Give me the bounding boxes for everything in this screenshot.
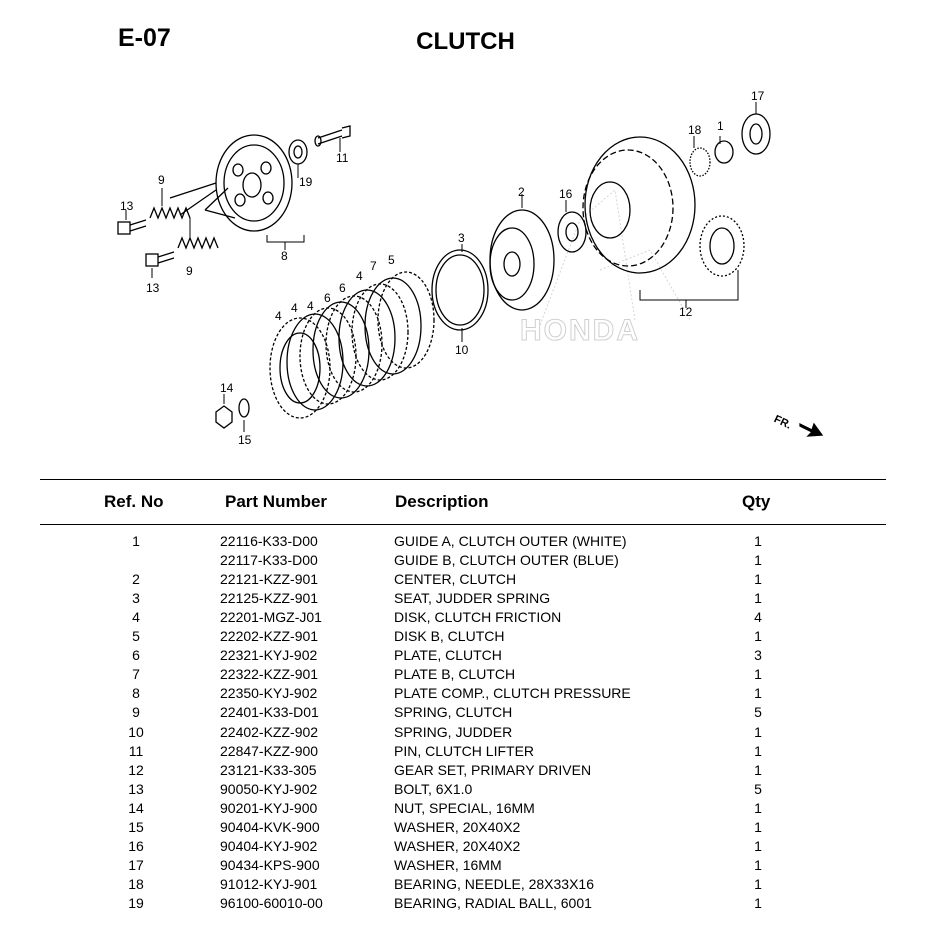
table-row [0,857,931,876]
table-row [0,876,931,895]
needle-bearing [690,148,710,176]
callout: 15 [238,433,252,447]
judder-seat [432,250,488,330]
ref-no-cell: 11 [128,742,144,759]
bolt-13 [118,220,146,234]
part-number-cell: 90434-KPS-900 [220,856,320,873]
judder-spring [436,255,484,325]
description-cell: CENTER, CLUTCH [394,571,517,588]
description-cell: PLATE B, CLUTCH [394,666,516,683]
ref-no-cell: 10 [128,723,144,740]
part-number-cell: 22116-K33-D00 [220,533,318,549]
ref-no-cell: 18 [128,875,144,892]
washer-16 [558,212,586,252]
qty-cell: 1 [754,818,762,835]
page-title [0,28,931,56]
callout: 4 [356,269,363,283]
part-number-cell: 22125-KZZ-901 [220,590,319,607]
ref-no-cell: 16 [128,837,144,854]
table-row [0,819,931,838]
direction-label: FR. [771,413,794,432]
part-number-cell: 22321-KYJ-902 [220,647,318,664]
callout: 19 [299,175,313,189]
callout: 6 [324,291,331,305]
description-cell: PIN, CLUTCH LIFTER [394,742,535,759]
qty-cell: 5 [754,704,762,721]
header-ref-no: Ref. No [104,492,164,511]
table-row [0,685,931,704]
ref-no-cell: 1 [132,533,140,549]
ref-no-cell: 17 [128,856,144,873]
ref-no-cell: 13 [128,780,144,797]
description-cell: DISK B, CLUTCH [394,628,505,645]
callout: 9 [158,173,165,187]
primary-gear [700,216,744,276]
bearing-19 [289,140,307,164]
callout: 18 [688,123,702,137]
qty-cell: 1 [754,571,762,588]
table-row [0,743,931,762]
header-qty: Qty [742,492,771,511]
callout: 5 [388,253,395,267]
part-number-cell: 96100-60010-00 [220,894,323,911]
callout: 16 [559,187,573,201]
table-row [0,704,931,723]
description-cell: SPRING, CLUTCH [394,704,513,721]
table-header-rule [40,524,886,525]
front-direction-arrow [800,424,822,436]
page-code: E-07 [118,24,171,52]
ref-no-cell: 12 [128,761,144,778]
qty-cell: 1 [754,628,762,645]
qty-cell: 1 [754,666,762,683]
table-top-rule [40,479,886,480]
clutch-disk-stack [270,272,434,418]
description-cell: BEARING, NEEDLE, 28X33X16 [394,875,594,892]
description-cell: SEAT, JUDDER SPRING [394,590,551,607]
ref-no-cell: 9 [132,704,140,721]
qty-cell: 1 [754,533,762,549]
description-cell: PLATE, CLUTCH [394,647,502,664]
callout: 13 [146,281,160,295]
part-number-cell: 22201-MGZ-J01 [220,609,322,626]
table-row [0,533,931,552]
callout: 9 [186,264,193,278]
watermark-text: HONDA [520,314,640,347]
clutch-spring [150,208,190,218]
callout: 10 [455,343,469,357]
description-cell: SPRING, JUDDER [394,723,513,740]
qty-cell: 1 [754,875,762,892]
part-number-cell: 90050-KYJ-902 [220,780,318,797]
callout: 14 [220,381,234,395]
part-number-cell: 23121-K33-305 [220,761,317,778]
ref-no-cell: 2 [132,571,140,588]
table-row [0,628,931,647]
guide-1 [715,141,733,163]
qty-cell: 3 [754,647,762,664]
part-number-cell: 22121-KZZ-901 [220,571,319,588]
part-number-cell: 22402-KZZ-902 [220,723,319,740]
description-cell: WASHER, 16MM [394,856,502,873]
qty-cell: 1 [754,552,762,569]
ref-no-cell: 19 [128,894,144,911]
table-row [0,590,931,609]
description-cell: NUT, SPECIAL, 16MM [394,799,535,816]
description-cell: GEAR SET, PRIMARY DRIVEN [394,761,592,778]
description-cell: PLATE COMP., CLUTCH PRESSURE [394,685,631,702]
header-description: Description [395,492,489,511]
part-number-cell: 22350-KYJ-902 [220,685,318,702]
description-cell: GUIDE A, CLUTCH OUTER (WHITE) [394,533,627,549]
table-row [0,762,931,781]
table-row [0,781,931,800]
ref-no-cell: 5 [132,628,140,645]
qty-cell: 1 [754,837,762,854]
lifter-pin [315,126,350,146]
table-row [0,666,931,685]
description-cell: BEARING, RADIAL BALL, 6001 [394,894,592,911]
table-row [0,552,931,571]
part-number-cell: 90404-KVK-900 [220,818,320,835]
callout: 13 [120,199,134,213]
callout: 4 [275,309,282,323]
table-row [0,800,931,819]
qty-cell: 5 [754,780,762,797]
part-number-cell: 90201-KYJ-900 [220,799,318,816]
table-row [0,571,931,590]
description-cell: WASHER, 20X40X2 [394,818,521,835]
qty-cell: 1 [754,799,762,816]
callout: 4 [291,301,298,315]
qty-cell: 4 [754,609,762,626]
ref-no-cell: 15 [128,818,144,835]
ref-no-cell: 3 [132,590,140,607]
pressure-plate [170,135,292,231]
clutch-center [490,210,554,310]
part-number-cell: 22401-K33-D01 [220,704,319,721]
ref-no-cell: 4 [132,609,140,626]
table-row [0,609,931,628]
part-number-cell: 22117-K33-D00 [220,552,318,569]
ref-no-cell: 7 [132,666,140,683]
qty-cell: 1 [754,856,762,873]
clutch-outer [583,137,695,273]
washer-17 [239,399,249,417]
callout: 7 [370,259,377,273]
description-cell: BOLT, 6X1.0 [394,780,473,797]
callout: 3 [458,231,465,245]
callout: 11 [336,151,349,165]
callout: 1 [717,119,724,133]
part-number-cell: 91012-KYJ-901 [220,875,318,892]
washer-15 [742,114,770,154]
qty-cell: 1 [754,723,762,740]
table-row [0,647,931,666]
description-cell: DISK, CLUTCH FRICTION [394,609,562,626]
callout: 6 [339,281,346,295]
qty-cell: 1 [754,742,762,759]
callout: 12 [679,305,693,319]
callout: 4 [307,299,314,313]
part-number-cell: 22202-KZZ-901 [220,628,319,645]
description-cell: WASHER, 20X40X2 [394,837,521,854]
exploded-diagram [0,70,931,470]
callout: 17 [751,89,765,103]
header-part-number: Part Number [225,492,328,511]
qty-cell: 1 [754,761,762,778]
honda-watermark [520,190,690,347]
part-number-cell: 22847-KZZ-900 [220,742,319,759]
ref-no-cell: 8 [132,685,140,702]
qty-cell: 1 [754,590,762,607]
clutch-spring [178,238,218,248]
table-row [0,724,931,743]
callout: 8 [281,249,288,263]
page-title-text: CLUTCH [416,28,515,55]
table-row [0,838,931,857]
callout: 2 [518,185,525,199]
ref-no-cell: 14 [128,799,144,816]
qty-cell: 1 [754,685,762,702]
table-row [0,895,931,914]
nut-14 [216,406,232,428]
part-number-cell: 22322-KZZ-901 [220,666,319,683]
qty-cell: 1 [754,894,762,911]
description-cell: GUIDE B, CLUTCH OUTER (BLUE) [394,552,619,569]
part-number-cell: 90404-KYJ-902 [220,837,318,854]
bolt-13 [146,252,174,266]
ref-no-cell: 6 [132,647,140,664]
